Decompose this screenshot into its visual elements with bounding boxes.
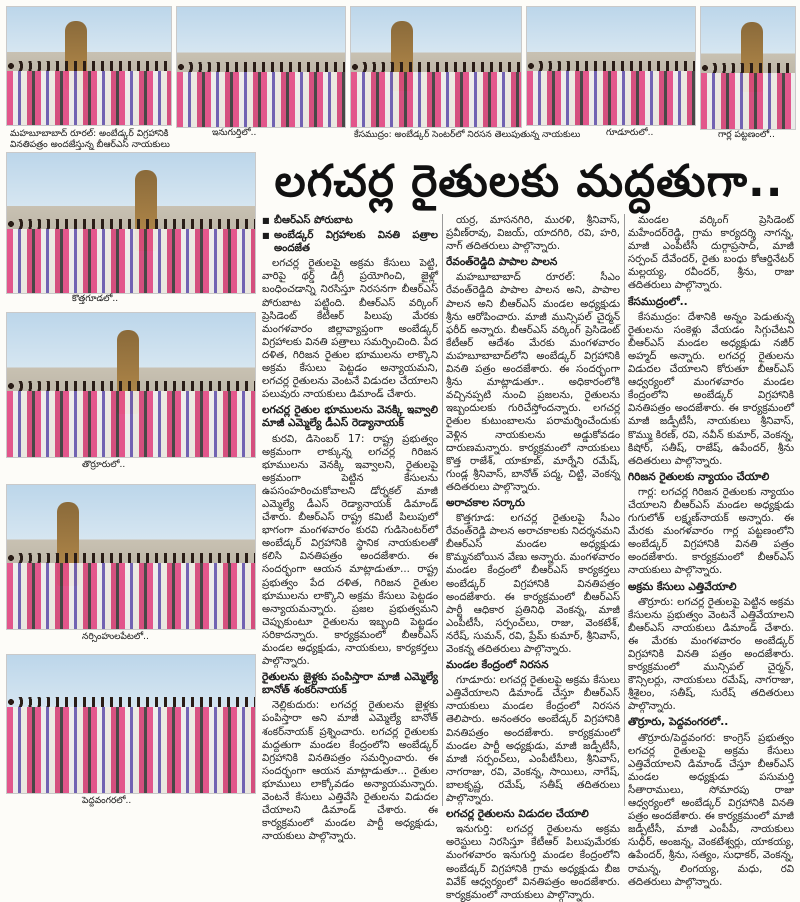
paragraph: నెల్లికుదురు: లగచర్ల రైతులను జైళ్లకు పంపిస్తారా అని మాజీ ఎమ్మెల్యే బానోత్ శంకర్‌నాయక్ ప్రశ్నించారు. లగచర్ల రైతులకు మద్దతుగా మండల కేంద్రంలోని అంబేడ్కర్ విగ్రహానికి వినతిపత్రం సమర్పించారు. ఈ సందర్భంగా ఆయన మాట్లాడుతూ... రైతుల భూములు లాక్కోవడం అన్యాయమన్నారు. వెంటనే కేసులు ఎత్తివేసి రైతులను విడుదల చేయాలని డిమాండ్ చేశారు. ఈ కార్యక్రమంలో మండల పార్టీ అధ్యక్షుడు, నాయకులు పాల్గొన్నారు. [262, 700, 438, 843]
subhead: అరాచకాల సర్కారు [446, 496, 525, 509]
paragraph: కేసముద్రం: దేశానికి అన్నం పెడుతున్న రైతులను సంకెళ్లు వేయడం సిగ్గుచేటని బీఆర్ఎస్ మండల అధ్యక్షుడు నజీర్ అహ్మద్ అన్నారు. లగచర్ల రైతులను విడుదల చేయాలని కోరుతూ బీఆర్ఎస్ ఆధ్వర్యంలో మంగళవారం మండల కేంద్రంలోని అంబేడ్కర్ విగ్రహానికి వినతిపత్రం అందజేశారు. ఈ కార్యక్రమంలో మాజీ జడ్పీటీసీ, నాయకులు శ్రీనివాస్, కొమ్ము కిరణ్, రవి, నవీన్ కుమార్, వెంకన్న, కిషోర్, సతీష్, రాజేష్, ఉపేందర్, శ్రీను తదితరులు పాల్గొన్నారు. [628, 311, 794, 467]
paragraph: మహబూబాబాద్ రూరల్: సీఎం రేవంత్‌రెడ్డిది పాపాల పాలన అని, పాపాల పాలన అని బీఆర్ఎస్ మండల అధ్యక్షుడు శ్రీను ఆరోపించారు. మాజీ మున్సిపల్ చైర్మన్ ఫరీద్ అన్నారు. బీఆర్ఎస్ వర్కింగ్ ప్రెసిడెంట్ కేటీఆర్ ఆదేశం మేరకు మంగళవారం మహబూబాబాద్‌లోని అంబేడ్కర్ విగ్రహానికి వినతి పత్రం అందజేశారు. ఈ సందర్భంగా శ్రీను మాట్లాడుతూ.. అధికారంలోకి వచ్చినప్పటి నుంచి ప్రజలను, రైతులను ఇబ్బందులకు గురిచేస్తోందన్నారు. లగచర్ల రైతుల కుటుంబాలను పరామర్శించేందుకు వెళ్లిన నాయకులను అడ్డుకోవడం దారుణమన్నారు. కార్యక్రమంలో నాయకులు కొత్త రాజేశ్, యాకూబ్, మార్నేని రమేష్, గుండ్ల శ్రీనివాస్, బానోత్ పద్మ, చిట్టి, వెంకన్న తదితరులు పాల్గొన్నారు. [446, 272, 620, 493]
subhead: తొర్రూరు, పెద్దవంగరలో.. [628, 716, 729, 729]
photo-mahabubabad [6, 6, 172, 126]
paragraph: తొర్రూరు: లగచర్ల రైతులపై పెట్టిన అక్రమ కేసులను ప్రభుత్వం వెంటనే ఎత్తివేయాలని బీఆర్ఎస్ నాయకులు డిమాండ్ చేశారు. ఈ మేరకు మంగళవారం అంబేడ్కర్ విగ్రహానికి వినతి పత్రం అందజేశారు. కార్యక్రమంలో మున్సిపల్ చైర్మన్, కౌన్సిలర్లు, నాయకులు రమేష్, నాగరాజు, శ్రీశైలం, సతీష్, సురేష్ తదితరులు పాల్గొన్నారు. [628, 596, 794, 713]
subhead: అక్రమ కేసులు ఎత్తివేయాలి [628, 580, 737, 593]
photo-garla [700, 6, 796, 130]
article-column-1 [262, 214, 438, 843]
paragraph: కురవి, డిసెంబర్ 17: రాష్ట్ర ప్రభుత్వం అక్రమంగా లాక్కున్న లగచర్ల గిరిజన భూములను వెనక్కి ఇవ్వాలని, రైతులపై అక్రమంగా పెట్టిన కేసులను ఉపసంహరించుకోవాలని డోర్నకల్ మాజీ ఎమ్మెల్యే డీఎస్ రెడ్యానాయక్ డిమాండ్ చేశారు. బీఆర్ఎస్ రాష్ట్ర కమిటీ పిలుపులో భాగంగా మంగళవారం కురవి గుడిసెంటర్‌లో అంబేడ్కర్ విగ్రహానికి స్థానిక నాయకులతో కలిసి వినతిపత్రం అందజేశారు. ఈ సందర్భంగా ఆయన మాట్లాడుతూ... రాష్ట్ర ప్రభుత్వం పేద దళిత, గిరిజన రైతుల భూములను లాక్కొని అక్రమ కేసులు పెట్టడం అన్యాయమన్నారు. ప్రజల ప్రభుత్వమని చెప్పుకుంటూ రైతులను ఇబ్బంది పెట్టడం సరికాదన్నారు. కార్యక్రమంలో బీఆర్ఎస్ మండల అధ్యక్షుడు, నాయకులు, కార్యకర్తలు పాల్గొన్నారు. [262, 433, 438, 668]
photo-peddavangara [6, 654, 256, 794]
subhead: కేసముద్రంలో.. [628, 295, 688, 308]
caption-inugurthi: ఇనుగుర్తిలో.. [212, 128, 257, 138]
subhead-1: లగచర్ల రైతుల భూములను వెనక్కి ఇవ్వాలి మాజీ ఎమ్మెల్యే డీఎస్ రెడ్యానాయక్ [262, 404, 438, 430]
photo-inugurthi [176, 6, 346, 128]
caption-kesamudram: కేసముద్రం: అంబేడ్కర్ సెంటర్‌లో నిరసన తెలుపుతున్న నాయకులు [354, 130, 581, 140]
subhead: గిరిజన రైతులకు న్యాయం చేయాలి [628, 470, 770, 483]
paragraph: గార్ల: లగచర్ల గిరిజన రైతులకు న్యాయం చేయాలని బీఆర్ఎస్ మండల అధ్యక్షుడు గుగులోత్ లక్ష్మణ్‌నాయక్ అన్నారు. ఈ మేరకు మంగళవారం గార్ల పట్టణంలోని అంబేడ్కర్ విగ్రహానికి వినతి పత్రం అందజేశారు. కార్యక్రమంలో బీఆర్ఎస్ నాయకులు పాల్గొన్నారు. [628, 486, 794, 577]
paragraph: గూడూరు: లగచర్ల రైతులపై అక్రమ కేసులు ఎత్తివేయాలని డిమాండ్ చేస్తూ బీఆర్ఎస్ నాయకులు మండల కేంద్రంలో నిరసన తెలిపారు. అనంతరం అంబేడ్కర్ విగ్రహానికి వినతిపత్రం అందజేశారు. కార్యక్రమంలో మండల పార్టీ అధ్యక్షుడు, మాజీ జడ్పీటీసీ, మాజీ సర్పంచ్‌లు, ఎంపీటీసీలు, శ్రీనివాస్, నాగరాజు, రవి, వెంకన్న, సాయిలు, నాగేష్, బాలకృష్ణ, రమేష్, సతీష్ తదితరులు పాల్గొన్నారు. [446, 675, 620, 805]
paragraph: మండల వర్కింగ్ ప్రెసిడెంట్ మహేందర్‌రెడ్డి, గ్రామ కార్యదర్శి నాగన్న, మాజీ ఎంపీటీసీ దుర్గాప్రసాద్, మాజీ సర్పంచ్ దేవేందర్, రైతు బంధు కోఆర్డినేటర్ మల్లయ్య, రవీందర్, శ్రీను, రాజు తదితరులు పాల్గొన్నారు. [628, 215, 794, 292]
subhead: రేవంత్‌రెడ్డిది పాపాల పాలన [446, 256, 558, 269]
paragraph: తొర్రూరు/పెద్దవంగర: కాంగ్రెస్ ప్రభుత్వం లగచర్ల రైతులపై అక్రమ కేసులు ఎత్తివేయాలని డిమాండ్ చేస్తూ బీఆర్ఎస్ మండల అధ్యక్షుడు పసుమర్తి సీతారాములు, సోమారపు రాజు ఆధ్వర్యంలో అంబేడ్కర్ విగ్రహానికి వినతి పత్రం అందజేశారు. ఈ కార్యక్రమంలో మాజీ జడ్పీటీసీ, మాజీ ఎంపీపీ, నాయకులు సుధీర్, అంజన్న, వెంకటేశ్వర్లు, యాకయ్య, ఉపేందర్, శ్రీను, సత్యం, సుధాకర్, వెంకన్న, రామన్న, లింగయ్య, మధు, రవి తదితరులు పాల్గొన్నారు. [628, 732, 794, 888]
bullet-2: ■ అంబేడ్కర్ విగ్రహాలకు వినతి పత్రాల అందజేత [262, 229, 438, 255]
paragraph: యర్ర, మాసనగిరి, మురళి, శ్రీనివాస్, ప్రవీణ్‌రావు, విజయ్, యాదగిరి, రవి, హరి, నాగ్ తదితరులు పాల్గొన్నారు. [446, 215, 620, 253]
bullet-1: ■ బీఆర్ఎస్ పోరుబాట [262, 214, 438, 227]
caption-kothaguda: కొత్తగూడలో.. [72, 294, 119, 304]
photo-thorrur [6, 312, 256, 458]
caption-narsimhulapet: నర్సింహులపేటలో.. [82, 632, 149, 642]
paragraph: కొత్తగూడ: లగచర్ల రైతులపై సీఎం రేవంత్‌రెడ్డి పాలన అరాచకాలకు నిదర్శనమని బీఆర్ఎస్ మండల అధ్యక్షుడు కొమ్మనబోయిన వేణు అన్నారు. మంగళవారం మండల కేంద్రంలో బీఆర్ఎస్ కార్యకర్తలు అంబేడ్కర్ విగ్రహానికి వినతిపత్రం అందజేశారు. ఈ కార్యక్రమంలో బీఆర్ఎస్ పార్టీ ఆధికార ప్రతినిధి వెంకన్న, మాజీ ఎంపీటీసీ, సర్పంచ్‌లు, రాజు, వెంకటేశ్, నరేష్, సుమన్, రవి, ప్రేమ్ కుమార్, శ్రీనివాస్, వెంకన్న తదితరులు పాల్గొన్నారు. [446, 513, 620, 655]
article-column-3 [628, 214, 794, 888]
caption-mahabubabad: మహబూబాబాద్ రూరల్: అంబేడ్కర్ విగ్రహానికి వినతిపత్రం అందజేస్తున్న బీఆర్ఎస్ నాయకులు [8, 129, 178, 151]
caption-thorrur: తొర్రూరులో.. [82, 460, 126, 470]
subhead-2: రైతులను జైళ్లకు పంపిస్తారా మాజీ ఎమ్మెల్యే బానోత్ శంకర్‌నాయక్ [262, 671, 438, 697]
caption-peddavangara: పెద్దవంగరలో.. [82, 796, 132, 806]
subhead: లగచర్ల రైతులను విడుదల చేయాలి [446, 808, 589, 821]
photo-narsimhulapet [6, 484, 256, 630]
photo-gudur [526, 6, 696, 126]
headline: లగచర్ల రైతులకు మద్దతుగా.. [274, 156, 784, 207]
subhead: మండల కేంద్రంలో నిరసన [446, 659, 549, 672]
caption-gudur: గూడూరులో.. [606, 128, 654, 138]
intro-paragraph: లగచర్ల రైతులపై అక్రమ కేసులు పెట్టి, వారిపై థర్డ్ డిగ్రీ ప్రయోగించి, జైళ్లో బంధించడాన్ని నిరసిస్తూ నిరసనగా బీఆర్ఎస్ పోరుబాట పట్టింది. బీఆర్ఎస్ వర్కింగ్ ప్రెసిడెంట్ కేటీఆర్ పిలుపు మేరకు మంగళవారం జిల్లావ్యాప్తంగా అంబేడ్కర్ విగ్రహాలకు వినతి పత్రాలు సమర్పించింది. పేద దళిత, గిరిజన రైతుల భూములను లాక్కొని అక్రమ కేసులు పెట్టడం అన్యాయమని, లగచర్ల రైతులను వెంటనే విడుదల చేయాలని పలువురు నాయకులు డిమాండ్ చేశారు. [262, 258, 438, 401]
photo-kesamudram [350, 6, 522, 128]
paragraph: ఇనుగుర్తి: లగచర్ల రైతులను అక్రమ అరెస్టులు నిరసిస్తూ కేటీఆర్ పిలుపుమేరకు మంగళవారం ఇనుగుర్తి మండల కేంద్రంలోని అంబేడ్కర్ విగ్రహానికి గ్రామ అధ్యక్షుడు బీజ వివేక్ ఆధ్వర్యంలో వినతిపత్రం అందజేశారు. కార్యక్రమంలో నాయకులు పాల్గొన్నారు. [446, 824, 620, 901]
column-divider [442, 214, 443, 806]
photo-kothaguda [6, 152, 256, 294]
column-divider [624, 214, 625, 806]
caption-garla: గార్ల పట్టణంలో.. [718, 130, 775, 140]
article-column-2 [446, 214, 620, 901]
